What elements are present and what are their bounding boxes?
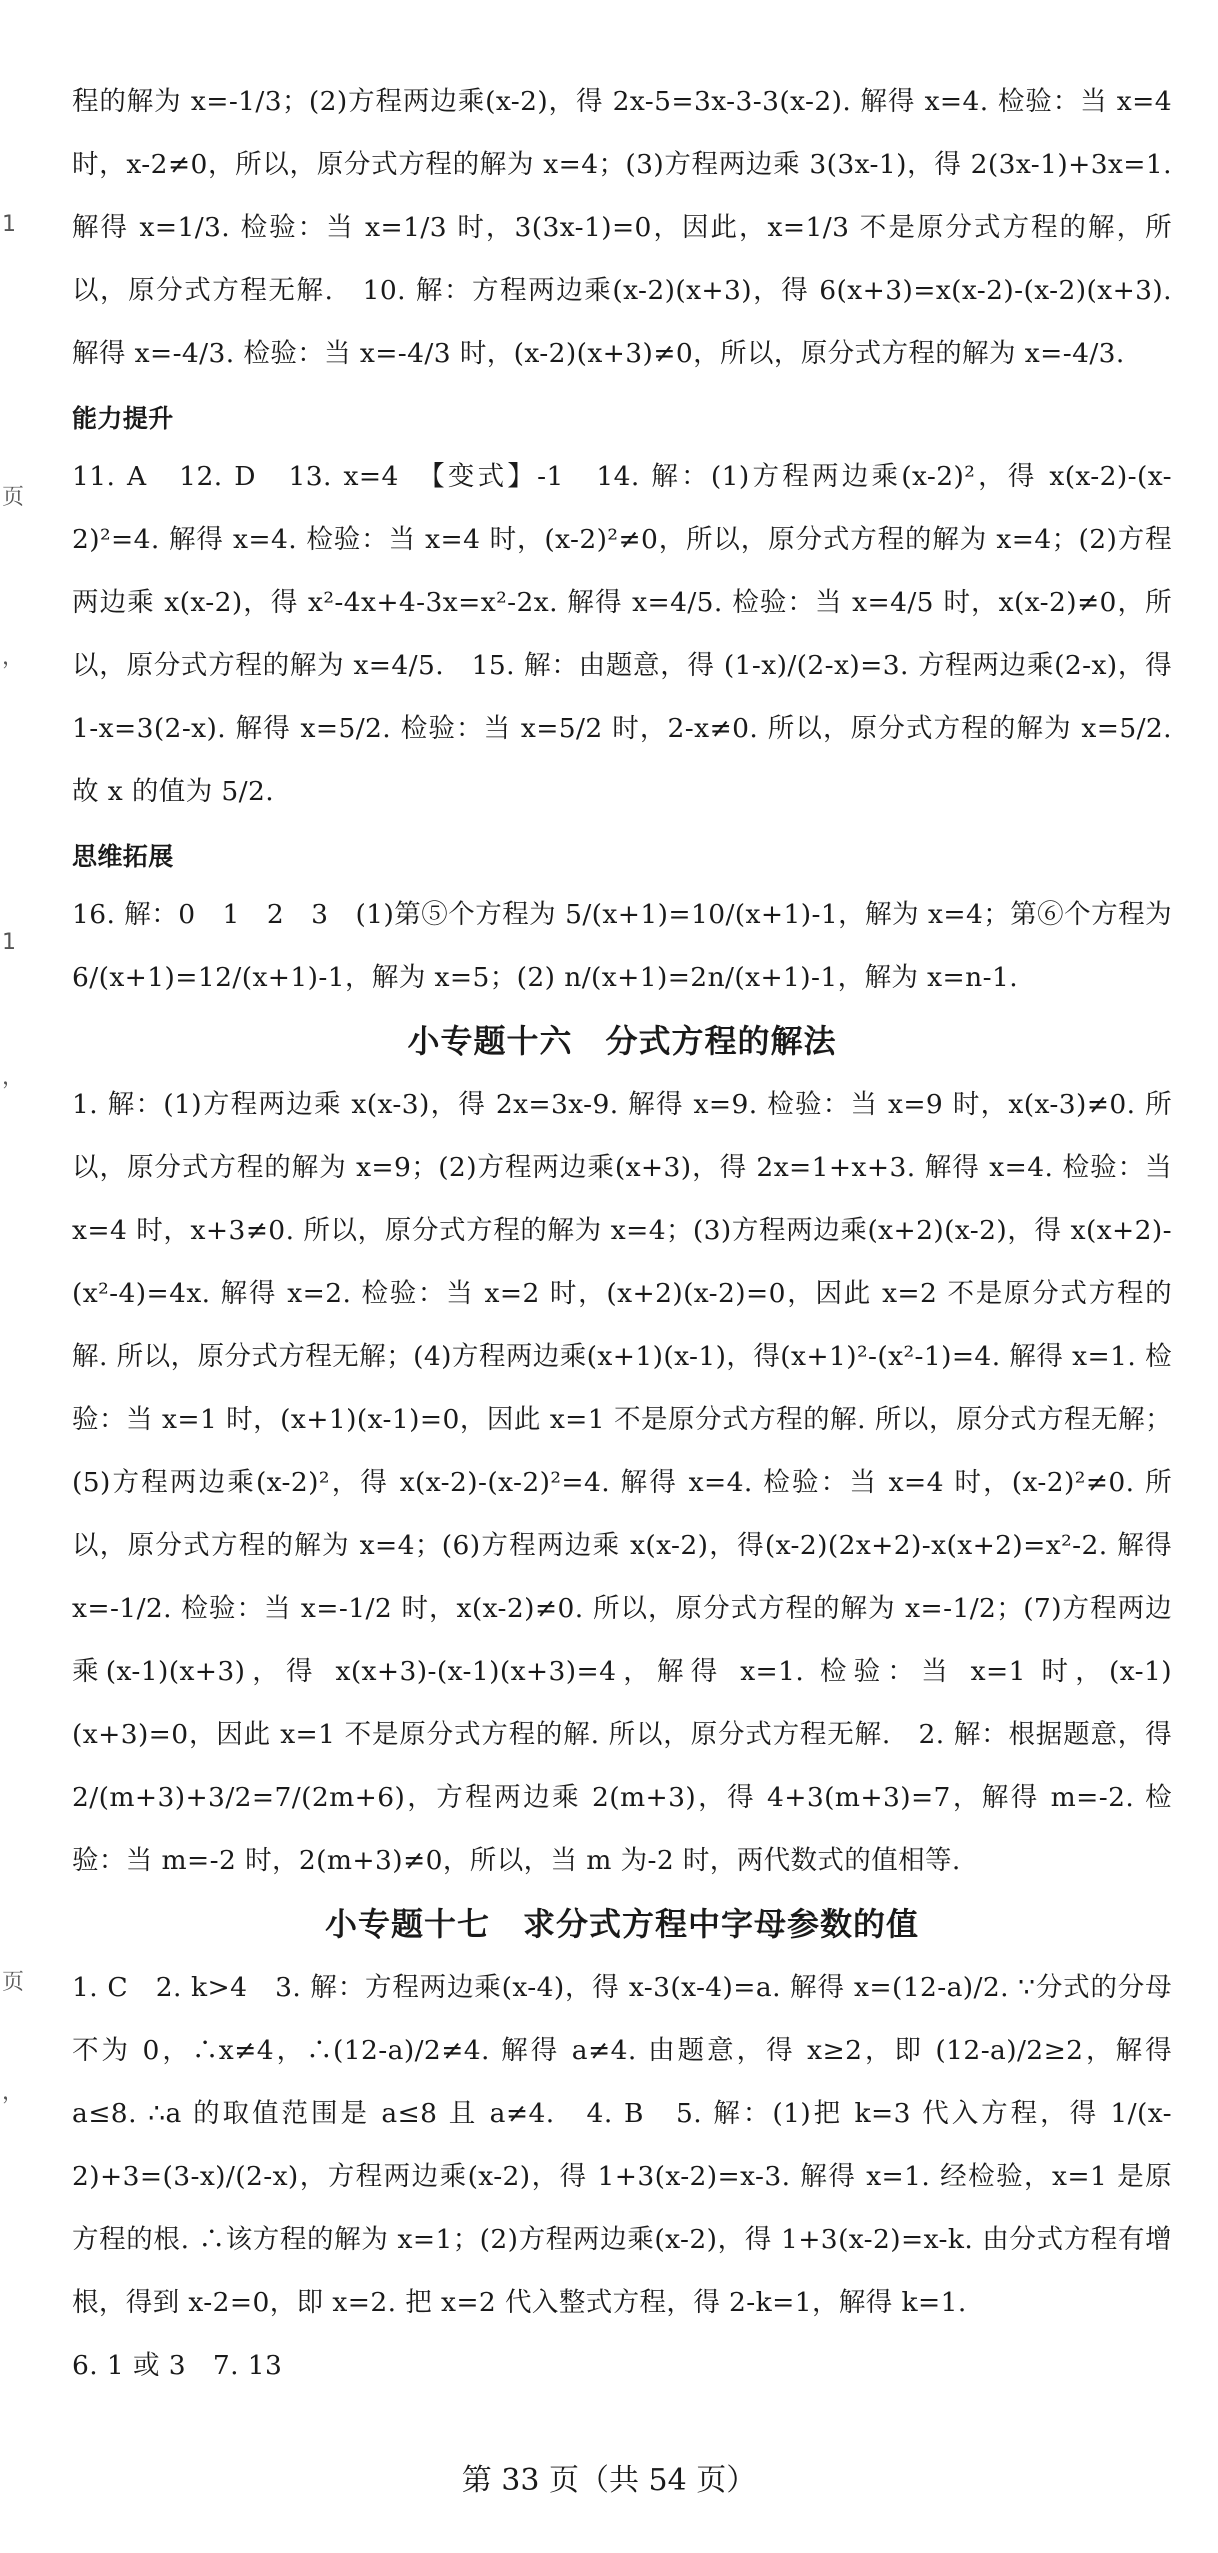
margin-fragment: ， (2, 1065, 25, 1090)
section-heading-thinking: 思维拓展 (72, 842, 174, 871)
section-heading-ability: 能力提升 (72, 404, 174, 433)
answer-paragraph: 程的解为 x=-1/3；(2)方程两边乘(x-2)，得 2x-5=3x-3-3(x-2). 解得 x=4. 检验：当 x=4 时，x-2≠0，所以，原分式方程的解为 x=4；(3)方程两边乘 3(3x-1)，得 2(3x-1)+3x=1. 解得 x=1/3. 检验：当 x=1/3 时，3(3x-1)=0，因此，x=1/3 不是原分式方程的解，所以，原分式方程无解. 10. 解：方程两边乘(x-2)(x+3)，得 6(x+3)=x(x-2)-(x-2)(x+3). 解得 x=-4/3. 检验：当 x=-4/3 时，(x-2)(x+3)≠0，所以，原分式方程的解为 x=-4/3. (72, 86, 1172, 369)
answer-paragraph: 11. A 12. D 13. x=4 【变式】-1 14. 解：(1)方程两边乘(x-2)²，得 x(x-2)-(x-2)²=4. 解得 x=4. 检验：当 x=4 时，(x-2)²≠0，所以，原分式方程的解为 x=4；(2)方程两边乘 x(x-2)，得 x²-4x+4-3x=x²-2x. 解得 x=4/5. 检验：当 x=4/5 时，x(x-2)≠0，所以，原分式方程的解为 x=4/5. 15. 解：由题意，得 (1-x)/(2-x)=3. 方程两边乘(2-x)，得 1-x=3(2-x). 解得 x=5/2. 检验：当 x=5/2 时，2-x≠0. 所以，原分式方程的解为 x=5/2. 故 x 的值为 5/2. (72, 461, 1172, 807)
margin-fragment: 页 (2, 485, 25, 510)
margin-fragment: ， (2, 2080, 25, 2105)
answer-paragraph: 1. C 2. k>4 3. 解：方程两边乘(x-4)，得 x-3(x-4)=a. 解得 x=(12-a)/2. ∵分式的分母不为 0，∴x≠4，∴(12-a)/2≠4. 解得 a≠4. 由题意，得 x≥2，即 (12-a)/2≥2，解得 a≤8. ∴a 的取值范围是 a≤8 且 a≠4. 4. B 5. 解：(1)把 k=3 代入方程，得 1/(x-2)+3=(3-x)/(2-x)，方程两边乘(x-2)，得 1+3(x-2)=x-3. 解得 x=1. 经检验，x=1 是原方程的根. ∴该方程的解为 x=1；(2)方程两边乘(x-2)，得 1+3(x-2)=x-k. 由分式方程有增根，得到 x-2=0，即 x=2. 把 x=2 代入整式方程，得 2-k=1，解得 k=1. (72, 1972, 1172, 2318)
margin-fragment: ， (2, 645, 25, 670)
topic-title-16: 小专题十六 分式方程的解法 (407, 1022, 837, 1060)
margin-fragment: 1 (2, 212, 16, 237)
answer-paragraph: 6. 1 或 3 7. 13 (72, 2350, 283, 2381)
topic-title-17: 小专题十七 求分式方程中字母参数的值 (324, 1905, 919, 1943)
page-number-footer: 第 33 页（共 54 页） (461, 2463, 757, 2498)
margin-fragment: 1 (2, 930, 16, 955)
margin-fragment: 页 (2, 1970, 25, 1995)
answer-paragraph: 1. 解：(1)方程两边乘 x(x-3)，得 2x=3x-9. 解得 x=9. 检验：当 x=9 时，x(x-3)≠0. 所以，原分式方程的解为 x=9；(2)方程两边乘(x+3)，得 2x=1+x+3. 解得 x=4. 检验：当 x=4 时，x+3≠0. 所以，原分式方程的解为 x=4；(3)方程两边乘(x+2)(x-2)，得 x(x+2)-(x²-4)=4x. 解得 x=2. 检验：当 x=2 时，(x+2)(x-2)=0，因此 x=2 不是原分式方程的解. 所以，原分式方程无解；(4)方程两边乘(x+1)(x-1)，得(x+1)²-(x²-1)=4. 解得 x=1. 检验：当 x=1 时，(x+1)(x-1)=0，因此 x=1 不是原分式方程的解. 所以，原分式方程无解；(5)方程两边乘(x-2)²，得 x(x-2)-(x-2)²=4. 解得 x=4. 检验：当 x=4 时，(x-2)²≠0. 所以，原分式方程的解为 x=4；(6)方程两边乘 x(x-2)，得(x-2)(2x+2)-x(x+2)=x²-2. 解得 x=-1/2. 检验：当 x=-1/2 时，x(x-2)≠0. 所以，原分式方程的解为 x=-1/2；(7)方程两边乘(x-1)(x+3)，得 x(x+3)-(x-1)(x+3)=4，解得 x=1. 检验：当 x=1 时，(x-1)(x+3)=0，因此 x=1 不是原分式方程的解. 所以，原分式方程无解. 2. 解：根据题意，得 2/(m+3)+3/2=7/(2m+6)，方程两边乘 2(m+3)，得 4+3(m+3)=7，解得 m=-2. 检验：当 m=-2 时，2(m+3)≠0，所以，当 m 为-2 时，两代数式的值相等. (72, 1089, 1172, 1876)
answer-page-content (72, 70, 1172, 2397)
answer-paragraph: 16. 解：0 1 2 3 (1)第⑤个方程为 5/(x+1)=10/(x+1)-1，解为 x=4；第⑥个方程为 6/(x+1)=12/(x+1)-1，解为 x=5；(2) n/(x+1)=2n/(x+1)-1，解为 x=n-1. (72, 899, 1172, 993)
left-margin-fragments (0, 0, 25, 2553)
